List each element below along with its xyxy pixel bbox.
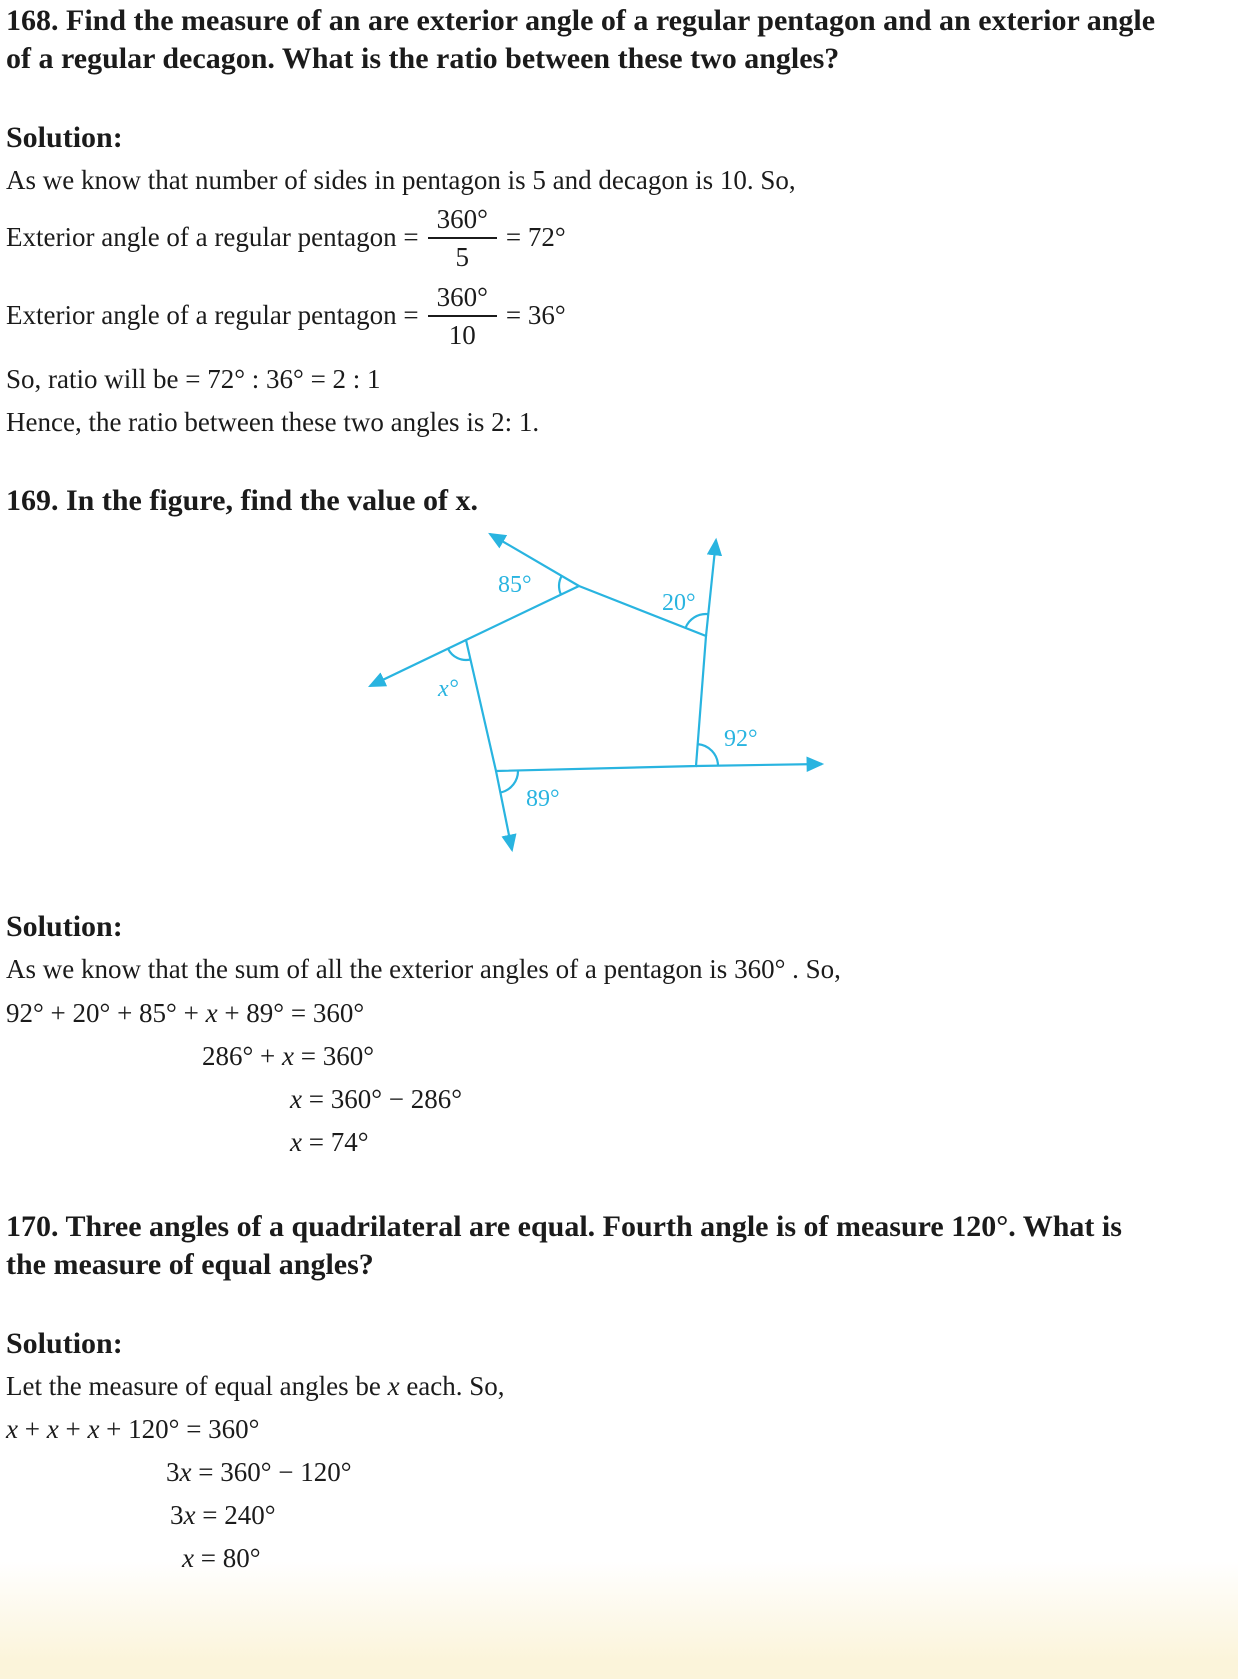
solution-170-step-4 xyxy=(182,1541,1158,1576)
solution-170-intro xyxy=(6,1369,1158,1404)
coefficient-3: 3 xyxy=(166,1456,180,1487)
problem-168-title: 168. Find the measure of an are exterior angle of a regular pentagon and an exterior angle of a regular decagon. What is the ratio between these two angles? xyxy=(6,4,1156,76)
extension-ray-right xyxy=(696,764,822,766)
fraction-numerator: 360° xyxy=(428,282,497,317)
equation-segment: = 360° − 120° xyxy=(191,1456,352,1487)
equation-segment: = 74° xyxy=(301,1126,369,1157)
coefficient-3: 3 xyxy=(170,1499,184,1530)
fraction-360-over-10 xyxy=(428,282,497,350)
angle-label-85: 85° xyxy=(498,572,532,599)
solution-168-heading: Solution: xyxy=(6,120,123,154)
problem-169-title: 169. In the figure, find the value of x. xyxy=(6,484,478,518)
variable-x: x xyxy=(6,1413,18,1444)
solution-170-step-3 xyxy=(170,1498,1158,1533)
variable-x: x xyxy=(46,1413,59,1444)
exterior-angles-figure xyxy=(354,528,834,868)
variable-x: x xyxy=(179,1456,192,1487)
equation-result: = 72° xyxy=(505,222,566,253)
arc-20-deg xyxy=(686,614,708,628)
variable-x: x xyxy=(387,1370,400,1401)
equation-segment: + 89° = 360° xyxy=(217,997,365,1028)
angle-label-92: 92° xyxy=(724,726,758,753)
equation-prefix: Exterior angle of a regular pentagon = xyxy=(6,300,419,331)
equation-segment: = 80° xyxy=(193,1543,261,1574)
fraction-360-over-5 xyxy=(428,204,497,272)
fraction-denominator: 5 xyxy=(455,241,469,272)
intro-segment: Let the measure of equal angles be xyxy=(6,1370,388,1401)
ratio-line xyxy=(6,362,1158,397)
fraction-numerator: 360° xyxy=(428,204,497,239)
arc-x-deg xyxy=(448,649,471,660)
equation-segment: 92° + 20° + 85° + xyxy=(6,997,206,1028)
variable-x: x xyxy=(182,1543,194,1574)
equation-result: = 36° xyxy=(505,300,566,331)
variable-x: x xyxy=(183,1499,196,1530)
equation-segment: = 360° − 286° xyxy=(301,1083,463,1114)
solution-168-intro: As we know that number of sides in pentagon is 5 and decagon is 10. So, xyxy=(6,164,796,195)
fraction-denominator: 10 xyxy=(448,319,476,350)
arc-92-deg xyxy=(698,745,718,766)
equation-segment: = 360° xyxy=(294,1040,375,1071)
variable-x: x xyxy=(282,1040,295,1071)
solution-170-step-2 xyxy=(166,1455,1158,1490)
equation-segment: + 120° = 360° xyxy=(99,1413,260,1444)
equation-segment: = 240° xyxy=(195,1499,276,1530)
pentagon-figure-svg xyxy=(354,528,834,868)
equation-segment: + xyxy=(58,1413,88,1444)
solution-169-step-1 xyxy=(6,996,1158,1031)
arc-89-deg xyxy=(501,771,518,793)
equation-prefix: Exterior angle of a regular pentagon = xyxy=(6,222,419,253)
equation-segment: + xyxy=(17,1413,47,1444)
ratio-math: 72° : 36° = 2 : 1 xyxy=(207,363,381,394)
angle-label-20: 20° xyxy=(662,590,696,617)
angle-label-x: x° xyxy=(438,676,459,703)
solution-170-heading: Solution: xyxy=(6,1326,123,1360)
problem-170-title: 170. Three angles of a quadrilateral are equal. Fourth angle is of measure 120°. What is the measure of equal angles? xyxy=(6,1209,1122,1282)
solution-169-step-3 xyxy=(290,1082,1158,1117)
extension-ray-top-right xyxy=(706,540,716,636)
pentagon-exterior-angle-equation xyxy=(6,200,1158,276)
variable-x: x xyxy=(205,997,218,1028)
solution-169-heading: Solution: xyxy=(6,910,123,944)
equation-segment: 286° + xyxy=(202,1040,283,1071)
decagon-exterior-angle-equation xyxy=(6,278,1158,354)
solution-170-step-1 xyxy=(6,1412,1158,1447)
solution-169-step-4 xyxy=(290,1125,1158,1160)
solution-168-conclusion: Hence, the ratio between these two angles is 2: 1. xyxy=(6,406,540,437)
variable-x: x xyxy=(290,1126,302,1157)
intro-segment: each. So, xyxy=(399,1370,505,1401)
solution-169-step-2 xyxy=(202,1039,1158,1074)
solution-169-intro: As we know that the sum of all the exterior angles of a pentagon is 360° . So, xyxy=(6,954,841,985)
ratio-prefix: So, ratio will be = xyxy=(6,363,208,394)
arc-85-deg xyxy=(559,576,562,595)
variable-x: x xyxy=(290,1083,302,1114)
variable-x: x xyxy=(87,1413,100,1444)
extension-ray-bottom xyxy=(496,771,512,850)
angle-label-89: 89° xyxy=(526,786,560,813)
